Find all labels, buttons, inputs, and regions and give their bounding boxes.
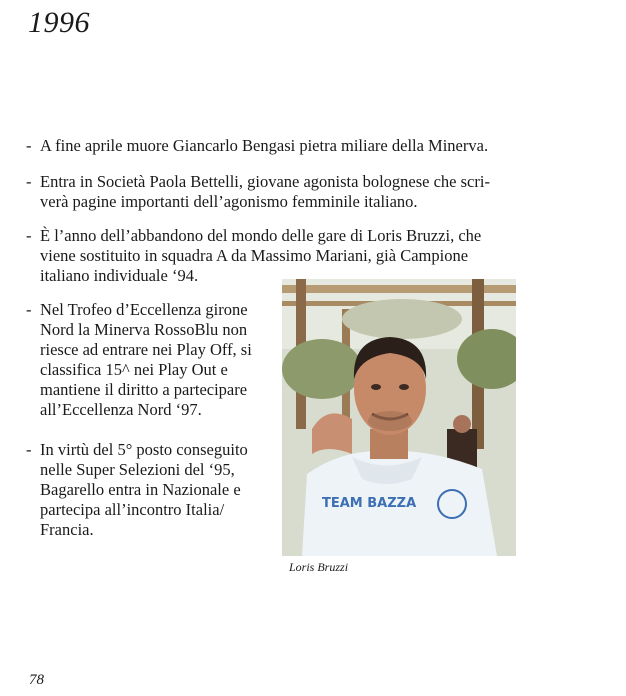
photo-caption: Loris Bruzzi <box>289 560 349 574</box>
bullet-dash: - <box>26 440 32 459</box>
bullet-dash: - <box>26 136 32 155</box>
list-item-text: Nel Trofeo d’Eccellenza girone Nord la Minerva RossoBlu non riesce ad entrare nei Play Off, si classifica 15^ nei Play Out e mantiene il diritto a partecipare all’Eccellenza Nord ‘97. <box>40 300 252 419</box>
list-item <box>26 136 526 156</box>
page-number: 78 <box>29 672 44 688</box>
portrait-photo <box>282 279 516 556</box>
list-item <box>26 172 506 212</box>
list-item-text: Entra in Società Paola Bettelli, giovane agonista bolognese che scri-verà pagine importanti dell’agonismo femminile italiano. <box>40 172 490 211</box>
bullet-dash: - <box>26 300 32 319</box>
shirt-logo-text: TEAM BAZZA <box>322 496 417 511</box>
bullet-dash: - <box>26 226 32 245</box>
list-item <box>26 440 266 540</box>
list-item-text: A fine aprile muore Giancarlo Bengasi pietra miliare della Minerva. <box>40 136 489 155</box>
bullet-dash: - <box>26 172 32 191</box>
list-item-text: In virtù del 5° posto conseguito nelle Super Selezioni del ‘95, Bagarello entra in Nazionale e partecipa all’incontro Italia/ Francia. <box>40 440 248 539</box>
portrait-illustration <box>282 279 516 556</box>
list-item <box>26 226 516 286</box>
year-heading: 1996 <box>28 6 90 39</box>
list-item-text: È l’anno dell’abbandono del mondo delle gare di Loris Bruzzi, che viene sostituito in squadra A da Massimo Mariani, già Campione italiano individuale ‘94. <box>40 226 482 285</box>
list-item <box>26 300 276 420</box>
